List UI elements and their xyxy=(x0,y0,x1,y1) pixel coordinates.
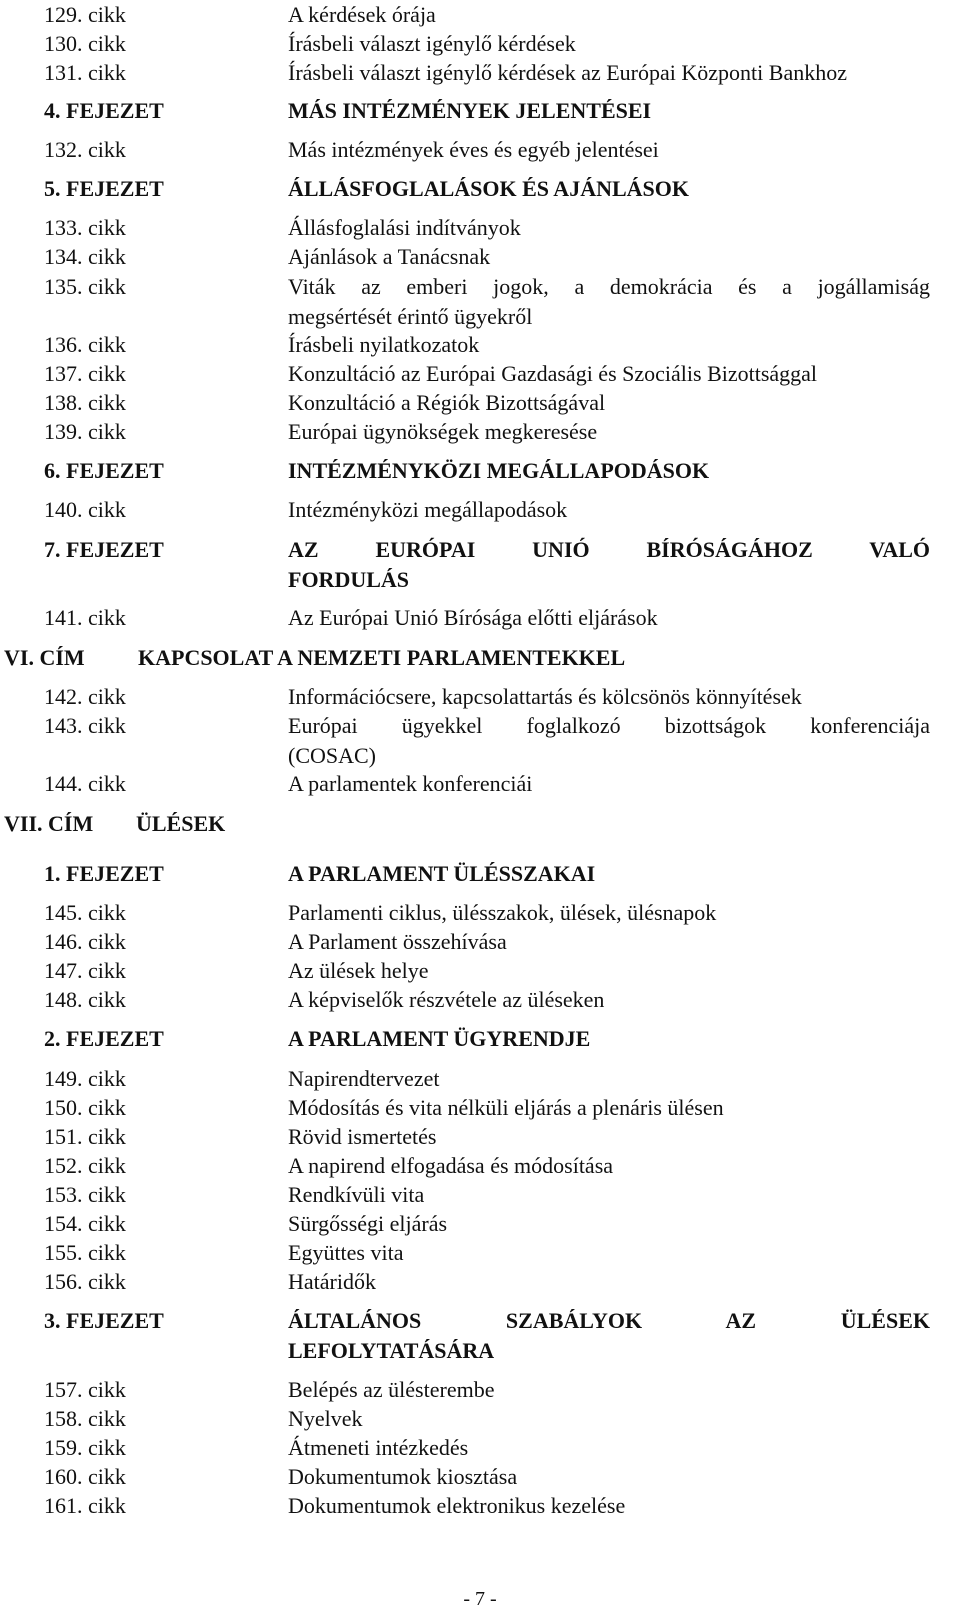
article-title: Az Európai Unió Bírósága előtti eljárások xyxy=(288,605,658,630)
chapter-number: 7. FEJEZET xyxy=(44,537,164,562)
article-number: 135. cikk xyxy=(44,274,126,299)
toc-row xyxy=(0,1093,960,1123)
toc-row xyxy=(0,1433,960,1463)
article-title: Módosítás és vita nélküli eljárás a plenáris ülésen xyxy=(288,1095,724,1120)
article-number: 155. cikk xyxy=(44,1240,126,1265)
toc-row xyxy=(0,985,960,1015)
title-row xyxy=(0,643,960,673)
article-title: Állásfoglalási indítványok xyxy=(288,215,521,240)
article-number: 149. cikk xyxy=(44,1066,126,1091)
article-title-line1: Európai ügyekkel foglalkozó bizottságok konferenciája xyxy=(288,713,930,738)
article-number: 129. cikk xyxy=(44,2,126,27)
article-number: 158. cikk xyxy=(44,1406,126,1431)
article-title: Napirendtervezet xyxy=(288,1066,440,1091)
article-title: A napirend elfogadása és módosítása xyxy=(288,1153,614,1178)
toc-row xyxy=(0,898,960,928)
chapter-title: MÁS INTÉZMÉNYEK JELENTÉSEI xyxy=(288,98,652,123)
article-number: 153. cikk xyxy=(44,1182,126,1207)
title-number: VI. CÍM xyxy=(4,645,85,670)
article-number: 143. cikk xyxy=(44,713,126,738)
chapter-row xyxy=(0,1024,960,1054)
chapter-title-line1: AZ EURÓPAI UNIÓ BÍRÓSÁGÁHOZ VALÓ xyxy=(288,537,930,562)
chapter-row xyxy=(0,859,960,889)
article-number: 137. cikk xyxy=(44,361,126,386)
article-number: 161. cikk xyxy=(44,1493,126,1518)
article-title: Dokumentumok kiosztása xyxy=(288,1464,518,1489)
article-title: Intézményközi megállapodások xyxy=(288,497,568,522)
chapter-row xyxy=(0,456,960,486)
article-title: Az ülések helye xyxy=(288,958,429,983)
toc-row xyxy=(0,135,960,165)
article-number: 141. cikk xyxy=(44,605,126,630)
chapter-number: 2. FEJEZET xyxy=(44,1026,164,1051)
article-number: 133. cikk xyxy=(44,215,126,240)
chapter-number: 4. FEJEZET xyxy=(44,98,164,123)
article-title: Más intézmények éves és egyéb jelentései xyxy=(288,137,659,162)
chapter-title-line2: FORDULÁS xyxy=(288,567,410,592)
toc-row xyxy=(0,1180,960,1210)
article-title: Európai ügynökségek megkeresése xyxy=(288,419,598,444)
toc-row xyxy=(0,1151,960,1181)
toc-row xyxy=(0,711,960,771)
chapter-number: 1. FEJEZET xyxy=(44,861,164,886)
chapter-title: ÁLLÁSFOGLALÁSOK ÉS AJÁNLÁSOK xyxy=(288,176,689,201)
chapter-title-line2: LEFOLYTATÁSÁRA xyxy=(288,1338,495,1363)
article-number: 147. cikk xyxy=(44,958,126,983)
article-number: 151. cikk xyxy=(44,1124,126,1149)
article-number: 134. cikk xyxy=(44,244,126,269)
toc-row xyxy=(0,359,960,389)
article-title: Dokumentumok elektronikus kezelése xyxy=(288,1493,626,1518)
article-number: 152. cikk xyxy=(44,1153,126,1178)
article-number: 139. cikk xyxy=(44,419,126,444)
chapter-number: 6. FEJEZET xyxy=(44,458,164,483)
title-heading: ÜLÉSEK xyxy=(136,811,226,836)
toc-row xyxy=(0,213,960,243)
chapter-row xyxy=(0,535,960,595)
chapter-title-line1: ÁLTALÁNOS SZABÁLYOK AZ ÜLÉSEK xyxy=(288,1308,930,1333)
toc-row xyxy=(0,1267,960,1297)
article-number: 156. cikk xyxy=(44,1269,126,1294)
article-title: A kérdések órája xyxy=(288,2,436,27)
article-number: 146. cikk xyxy=(44,929,126,954)
article-title: Konzultáció az Európai Gazdasági és Szociális Bizottsággal xyxy=(288,361,818,386)
toc-row xyxy=(0,1122,960,1152)
toc-row xyxy=(0,1491,960,1521)
article-number: 157. cikk xyxy=(44,1377,126,1402)
article-title: A képviselők részvétele az üléseken xyxy=(288,987,605,1012)
article-number: 131. cikk xyxy=(44,60,126,85)
chapter-title: A PARLAMENT ÜLÉSSZAKAI xyxy=(288,861,596,886)
article-title: Sürgősségi eljárás xyxy=(288,1211,448,1236)
article-title: Átmeneti intézkedés xyxy=(288,1435,469,1460)
article-title: Írásbeli nyilatkozatok xyxy=(288,332,480,357)
article-number: 148. cikk xyxy=(44,987,126,1012)
toc-row xyxy=(0,29,960,59)
toc-row xyxy=(0,603,960,633)
chapter-number: 5. FEJEZET xyxy=(44,176,164,201)
toc-row xyxy=(0,1209,960,1239)
toc-row xyxy=(0,242,960,272)
article-number: 145. cikk xyxy=(44,900,126,925)
article-title-line2: megsértését érintő ügyekről xyxy=(288,304,533,329)
article-title: Parlamenti ciklus, ülésszakok, ülések, ülésnapok xyxy=(288,900,717,925)
article-number: 150. cikk xyxy=(44,1095,126,1120)
article-title: Írásbeli választ igénylő kérdések xyxy=(288,31,576,56)
toc-row xyxy=(0,272,960,332)
article-title-line1: Viták az emberi jogok, a demokrácia és a jogállamiság xyxy=(288,274,930,299)
article-title: Belépés az ülésterembe xyxy=(288,1377,495,1402)
article-number: 144. cikk xyxy=(44,771,126,796)
article-number: 142. cikk xyxy=(44,684,126,709)
article-number: 130. cikk xyxy=(44,31,126,56)
toc-row xyxy=(0,956,960,986)
chapter-row xyxy=(0,1306,960,1366)
chapter-number: 3. FEJEZET xyxy=(44,1308,164,1333)
toc-row xyxy=(0,495,960,525)
article-number: 138. cikk xyxy=(44,390,126,415)
article-title: Határidők xyxy=(288,1269,376,1294)
article-number: 136. cikk xyxy=(44,332,126,357)
chapter-title: INTÉZMÉNYKÖZI MEGÁLLAPODÁSOK xyxy=(288,458,710,483)
article-title: Információcsere, kapcsolattartás és kölcsönös könnyítések xyxy=(288,684,802,709)
article-title: Ajánlások a Tanácsnak xyxy=(288,244,491,269)
article-title: A Parlament összehívása xyxy=(288,929,507,954)
article-number: 132. cikk xyxy=(44,137,126,162)
article-title: Rövid ismertetés xyxy=(288,1124,437,1149)
chapter-title: A PARLAMENT ÜGYRENDJE xyxy=(288,1026,591,1051)
article-title: Nyelvek xyxy=(288,1406,363,1431)
toc-row xyxy=(0,1404,960,1434)
toc-row xyxy=(0,1462,960,1492)
article-title: Rendkívüli vita xyxy=(288,1182,425,1207)
title-number: VII. CÍM xyxy=(4,811,94,836)
toc-row xyxy=(0,682,960,712)
chapter-row xyxy=(0,96,960,126)
toc-row xyxy=(0,769,960,799)
title-row xyxy=(0,809,960,839)
article-number: 159. cikk xyxy=(44,1435,126,1460)
title-heading: KAPCSOLAT A NEMZETI PARLAMENTEKKEL xyxy=(138,645,626,670)
article-title-line2: (COSAC) xyxy=(288,743,377,768)
toc-row xyxy=(0,58,960,88)
toc-row xyxy=(0,1064,960,1094)
toc-row xyxy=(0,927,960,957)
page-number: - 7 - xyxy=(463,1588,497,1610)
article-title: Konzultáció a Régiók Bizottságával xyxy=(288,390,606,415)
article-number: 160. cikk xyxy=(44,1464,126,1489)
article-number: 140. cikk xyxy=(44,497,126,522)
toc-row xyxy=(0,330,960,360)
article-title: Írásbeli választ igénylő kérdések az Európai Központi Bankhoz xyxy=(288,60,847,85)
toc-row xyxy=(0,417,960,447)
article-title: Együttes vita xyxy=(288,1240,404,1265)
toc-row xyxy=(0,1375,960,1405)
article-title: A parlamentek konferenciái xyxy=(288,771,533,796)
toc-row xyxy=(0,388,960,418)
article-number: 154. cikk xyxy=(44,1211,126,1236)
toc-row xyxy=(0,1238,960,1268)
chapter-row xyxy=(0,174,960,204)
toc-row xyxy=(0,0,960,30)
